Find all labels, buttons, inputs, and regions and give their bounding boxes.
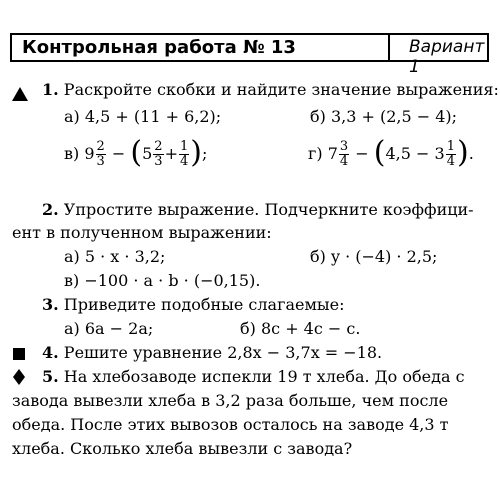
fraction: $\frac{1}{4}$	[179, 139, 189, 169]
fraction: $\frac{1}{4}$	[446, 139, 455, 169]
fraction: $\frac{2}{3}$	[96, 139, 105, 169]
task4-heading	[42, 343, 382, 362]
paren-open: (	[373, 135, 386, 170]
task1-g-label: г) 7	[308, 144, 338, 163]
square-icon	[13, 348, 25, 360]
task1-item-b: б) 3,3 + (2,5 − 4);	[310, 107, 458, 126]
task4-text: Решите уравнение 2,8x − 3,7x = −18.	[63, 343, 383, 362]
task1-v-label: в) 9	[64, 144, 95, 163]
header-box	[10, 33, 489, 77]
minus-sign: −	[111, 144, 126, 163]
task1-item-v: в) 9 $\frac{2}{3}$ − (5 $\frac{2}{3}$ + $\frac{1}{4}$ );	[64, 135, 208, 170]
task2-text-line2: ент в полученном выражении:	[12, 223, 272, 242]
task3-number: 3.	[42, 295, 59, 314]
task2-number: 2.	[42, 200, 59, 219]
variant-label: Вариант 1	[409, 37, 485, 77]
task1-text: Раскройте скобки и найдите значение выражения:	[63, 80, 499, 99]
task5-text-line1: На хлебозаводе испекли 19 т хлеба. До обеда с	[63, 367, 465, 386]
task2-text-line1: Упростите выражение. Подчеркните коэффици-	[63, 200, 474, 219]
fraction: $\frac{2}{3}$	[154, 139, 163, 169]
page-title: Контрольная работа № 13	[22, 37, 296, 58]
task2-item-a: а) 5 · x · 3,2;	[64, 247, 166, 266]
task5-number: 5.	[42, 367, 59, 386]
task1-item-g: г) 7 $\frac{3}{4}$ − (4,5 − 3 $\frac{1}{4}$ ).	[308, 135, 474, 170]
task1-heading	[42, 80, 499, 99]
task4-number: 4.	[42, 343, 59, 362]
paren-close: )	[456, 135, 469, 170]
task1-number: 1.	[42, 80, 59, 99]
fraction: $\frac{3}{4}$	[339, 139, 349, 169]
task5-text-line4: хлеба. Сколько хлеба вывезли с завода?	[12, 439, 353, 458]
task2-item-v: в) −100 · a · b · (−0,15).	[64, 271, 261, 290]
task5-heading	[42, 367, 465, 386]
task3-heading	[42, 295, 345, 314]
task5-text-line2: завода вывезли хлеба в 3,2 раза больше, чем после	[12, 391, 449, 410]
task3-item-b: б) 8c + 4c − c.	[240, 319, 361, 338]
task3-text: Приведите подобные слагаемые:	[63, 295, 345, 314]
task2-heading	[42, 200, 474, 219]
header-divider	[388, 35, 390, 60]
paren-open: (	[130, 135, 143, 170]
minus-sign: −	[355, 144, 369, 163]
diamond-icon	[13, 369, 25, 385]
paren-close: )	[190, 135, 202, 170]
task3-item-a: а) 6a − 2a;	[64, 319, 154, 338]
triangle-icon	[12, 87, 28, 101]
task2-item-b: б) y · (−4) · 2,5;	[310, 247, 438, 266]
task5-text-line3: обеда. После этих вывозов осталось на заводе 4,3 т	[12, 415, 449, 434]
task1-item-a: а) 4,5 + (11 + 6,2);	[64, 107, 222, 126]
